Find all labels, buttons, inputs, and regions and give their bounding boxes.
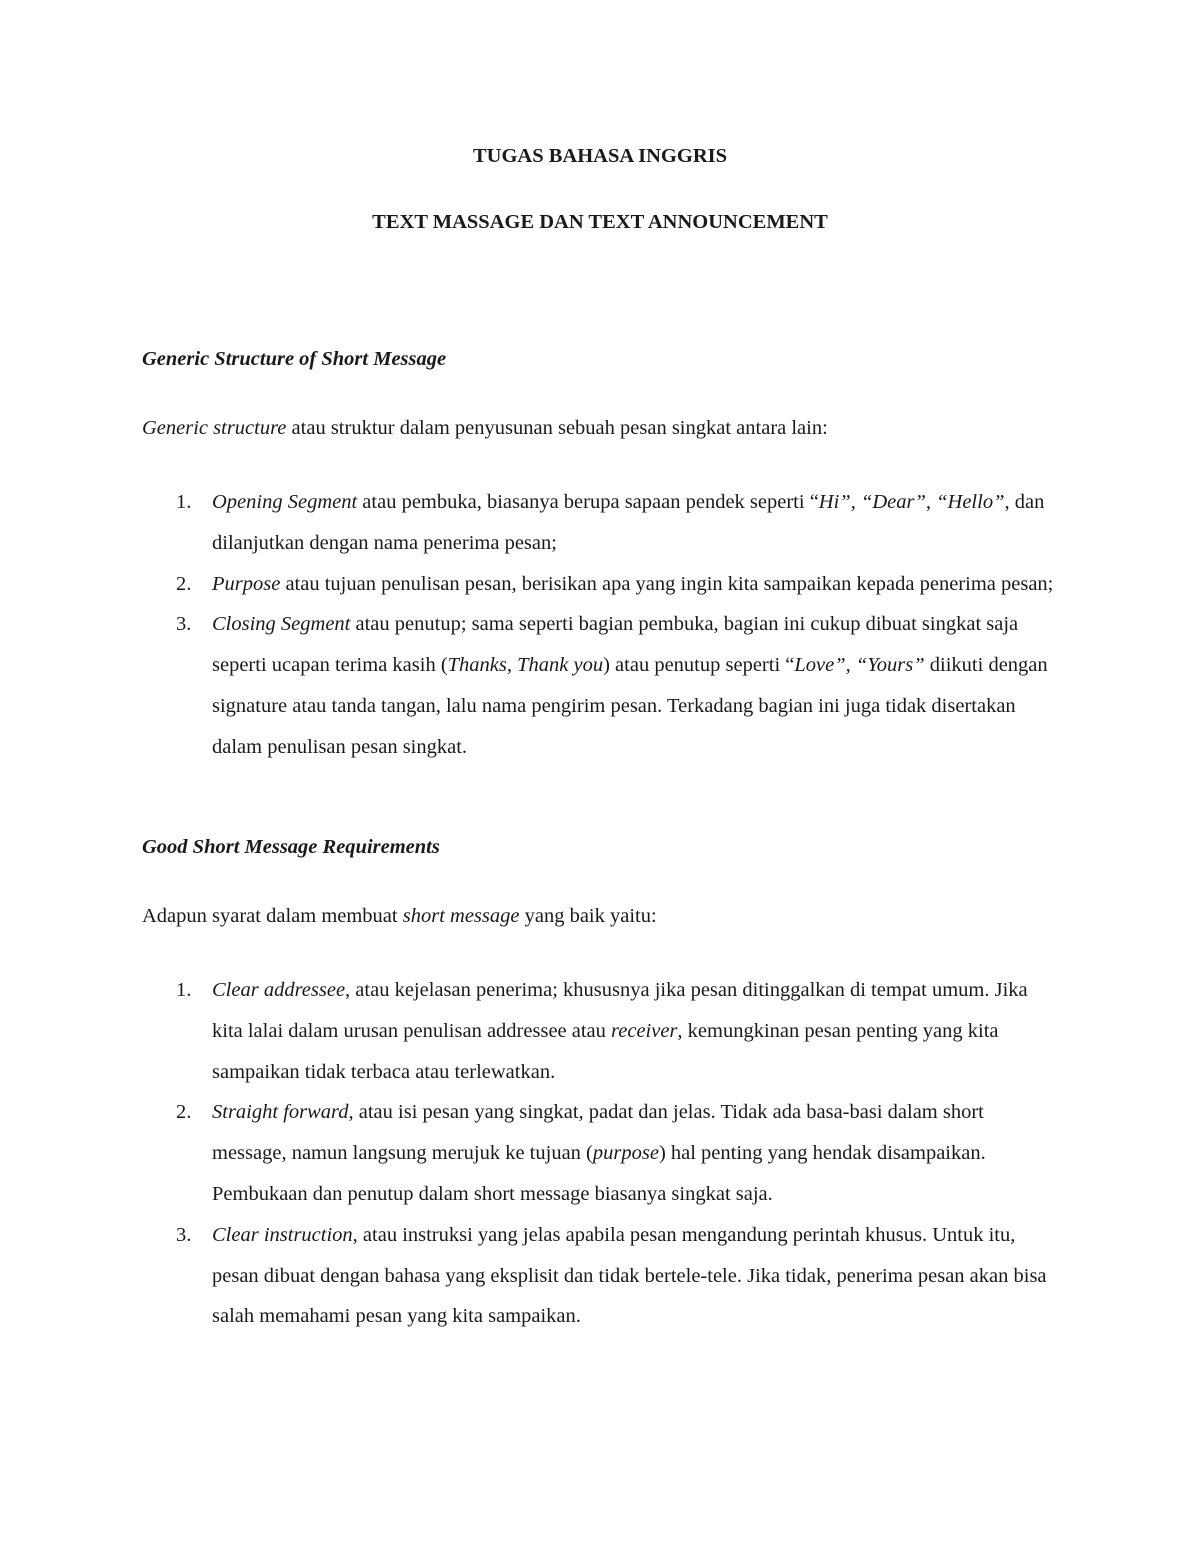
section-heading-generic-structure: Generic Structure of Short Message [142, 348, 447, 370]
list-item-opening-segment [0, 482, 1062, 564]
section-intro-requirements [142, 905, 657, 928]
item-greeting-examples: Hi”, “Dear”, “Hello” [818, 491, 1005, 513]
requirements-list [0, 970, 1200, 1337]
list-item-straight-forward [0, 1092, 1062, 1214]
item-text: diikuti dengan signature atau tanda tangan, lalu nama pengirim pesan. Terkadang bagian ini juga tidak disertakan dalam penulisan pesan singkat. [212, 654, 1048, 758]
item-text: ) hal penting yang hendak disampaikan. Pembukaan dan penutup dalam short message biasanya singkat saja. [212, 1142, 986, 1205]
list-number: 3. [176, 613, 192, 636]
item-text: , dan dilanjutkan dengan nama penerima pesan; [212, 491, 1045, 554]
list-item-clear-addressee [0, 970, 1062, 1092]
intro-text: yang baik yaitu: [519, 905, 657, 927]
item-term-purpose: purpose [592, 1142, 659, 1165]
intro-term: short message [402, 905, 520, 927]
item-text: atau penutup; sama seperti bagian pembuka, bagian ini cukup dibuat singkat saja seperti ucapan terima kasih ( [212, 613, 1019, 677]
list-item-clear-instruction [0, 1215, 1062, 1337]
list-number: 1. [176, 979, 192, 1001]
document-title: TUGAS BAHASA INGGRIS [472, 145, 728, 167]
generic-structure-list [0, 482, 1200, 768]
item-thanks-examples: Thanks, Thank you [447, 654, 604, 677]
item-text: atau tujuan penulisan pesan, berisikan apa yang ingin kita sampaikan kepada penerima pesan; [280, 572, 1054, 595]
item-term-receiver: receiver [611, 1019, 678, 1042]
list-number: 2. [176, 572, 192, 595]
item-text: , atau kejelasan penerima; khususnya jika pesan ditinggalkan di tempat umum. Jika kita lalai dalam urusan penulisan addressee atau [212, 979, 1028, 1042]
list-number: 3. [176, 1223, 192, 1246]
section-intro-generic-structure [142, 417, 828, 440]
item-term: Purpose [212, 572, 281, 595]
item-text: , atau isi pesan yang singkat, padat dan jelas. Tidak ada basa-basi dalam short message, namun langsung merujuk ke tujuan ( [212, 1101, 984, 1165]
intro-text: Adapun syarat dalam membuat [142, 905, 403, 927]
item-closing-examples: Love”, “Yours” [794, 654, 925, 677]
item-term: Opening Segment [212, 491, 358, 513]
item-text: atau pembuka, biasanya berupa sapaan pendek seperti “ [357, 491, 819, 513]
section-heading-requirements: Good Short Message Requirements [142, 836, 440, 858]
list-number: 2. [176, 1101, 192, 1124]
document-subtitle: TEXT MASSAGE DAN TEXT ANNOUNCEMENT [372, 211, 828, 233]
item-term: Closing Segment [212, 613, 351, 636]
item-text: ) atau penutup seperti “ [603, 654, 795, 677]
item-term: Clear addressee [212, 979, 346, 1001]
intro-text: atau struktur dalam penyusunan sebuah pesan singkat antara lain: [286, 417, 828, 439]
item-text: , kemungkinan pesan penting yang kita sampaikan tidak terbaca atau terlewatkan. [212, 1019, 999, 1083]
item-text: , atau instruksi yang jelas apabila pesan mengandung perintah khusus. Untuk itu, pesan dibuat dengan bahasa yang eksplisit dan tidak bertele-tele. Jika tidak, penerima pesan akan bisa salah memahami pesan yang kita sampaikan. [212, 1223, 1047, 1328]
list-item-closing-segment [0, 604, 1062, 767]
list-number: 1. [176, 491, 192, 513]
item-term: Clear instruction [212, 1223, 353, 1246]
intro-term: Generic structure [142, 417, 287, 439]
item-term: Straight forward [212, 1101, 349, 1124]
list-item-purpose [0, 564, 1062, 605]
